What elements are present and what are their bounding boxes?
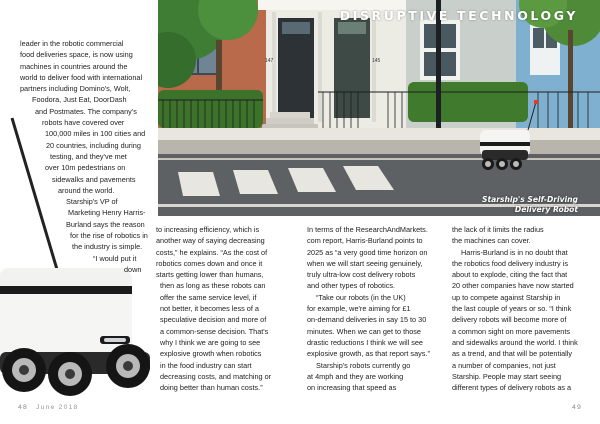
text-line: around the world.: [58, 185, 115, 195]
text-line: truly ultra-low cost delivery robots: [307, 270, 416, 280]
text-line: different types of delivery robots as a: [452, 383, 572, 393]
text-line: speculative decision and more of: [160, 315, 267, 325]
text-line: the industry is simple.: [72, 242, 143, 252]
text-line: drastic reductions I think we will see: [307, 337, 423, 347]
page-number-left: 48: [18, 404, 28, 411]
svg-text:147: 147: [265, 58, 274, 64]
article-column-4: [452, 224, 592, 393]
text-line: robotics comes down and once it: [156, 258, 263, 268]
street-scene-image: [158, 0, 600, 216]
text-line: over 10m pedestrians on: [45, 163, 126, 173]
text-line: Starship's robots currently go: [316, 360, 411, 370]
text-line: about to explode, citing the fact that: [452, 270, 568, 280]
text-line: on-demand deliveries in say 15 to 30: [307, 315, 427, 325]
text-line: world to deliver food with international: [20, 72, 143, 82]
text-line: 20 other companies have now started: [452, 281, 574, 291]
text-line: Harris-Burland is in no doubt that: [461, 247, 568, 257]
text-line: the machines can cover.: [452, 236, 531, 246]
text-line: Starship. People may start seeing: [452, 371, 562, 381]
text-line: the last couple of years or so. “I think: [452, 304, 572, 314]
text-line: “I would put it: [93, 253, 137, 263]
text-line: why I think we are going to see: [160, 337, 261, 347]
text-line: and sidewalks around the world. I think: [452, 337, 578, 347]
caption-line: Starship's Self-Driving: [481, 195, 578, 204]
text-line: testing, and they've met: [50, 151, 127, 161]
text-line: Burland says the reason: [66, 219, 145, 229]
text-line: the lack of it limits the radius: [452, 225, 544, 234]
text-line: then as long as these robots can: [160, 281, 266, 291]
text-line: machines in countries around the: [20, 61, 128, 71]
text-line: offer the same service level, if: [160, 292, 257, 302]
text-line: a common sight on more pavements: [452, 326, 571, 336]
caption-line: Delivery Robot: [514, 205, 578, 214]
street-photo: [158, 0, 600, 216]
svg-text:145: 145: [372, 58, 381, 64]
text-line: explosive growth when robotics: [160, 349, 262, 359]
text-line: 20 countries, including during: [46, 140, 141, 150]
folio-left: [18, 404, 79, 411]
text-line: Marketing Henry Harris-: [68, 208, 146, 218]
issue-date: June 2018: [35, 404, 79, 411]
page-number-right: 49: [572, 404, 582, 411]
text-line: starts getting lower than humans,: [156, 270, 264, 280]
text-line: leader in the robotic commercial: [20, 39, 124, 48]
text-line: in the food industry can start: [160, 360, 252, 370]
text-line: at 4mph and they are working: [307, 371, 404, 381]
text-line: In terms of the ResearchAndMarkets.: [307, 225, 428, 234]
text-line: sidewalks and pavements: [52, 174, 136, 184]
text-line: Foodora, Just Eat, DoorDash: [32, 95, 127, 105]
text-line: to increasing efficiency, which is: [156, 225, 260, 234]
text-line: partners including Domino's, Wolt,: [20, 84, 131, 94]
text-line: and other types of robotics.: [307, 281, 396, 291]
text-line: as a trend, and that will be potentially: [452, 349, 573, 359]
photo-caption: [458, 195, 578, 215]
text-line: a number of companies, not just: [452, 360, 556, 370]
text-line: on increasing that speed as: [307, 383, 397, 393]
article-column-3: [307, 224, 447, 393]
text-line: doing better than human costs.”: [160, 383, 263, 393]
text-line: robots have covered over: [42, 118, 125, 128]
text-line: a common-sense decision. That's: [160, 326, 269, 336]
text-line: down: [124, 264, 142, 274]
text-line: com report, Harris-Burland points to: [307, 236, 423, 246]
text-line: minutes. When we can get to those: [307, 326, 421, 336]
text-line: costs,” he explains. “As the cost of: [156, 247, 268, 257]
text-line: 100,000 miles in 100 cities and: [45, 129, 146, 139]
text-line: 2025 as “a very good time horizon on: [307, 247, 428, 257]
text-line: the robotics food delivery industry is: [452, 258, 568, 268]
text-line: “Take our robots (in the UK): [316, 292, 406, 302]
article-column-1: [0, 38, 160, 275]
text-line: not better, it becomes less of a: [160, 304, 259, 314]
text-line: another way of saying decreasing: [156, 236, 265, 246]
text-line: up to compete against Starship in: [452, 292, 561, 302]
text-line: Starship's VP of: [66, 197, 118, 207]
article-column-2: [156, 224, 296, 393]
text-line: for example, we're aiming for £1: [307, 304, 411, 314]
text-line: when we will start seeing genuinely,: [307, 258, 423, 268]
text-line: and Postmates. The company's: [35, 106, 137, 116]
text-line: for the rise of robotics in: [70, 231, 148, 241]
text-line: decreasing costs, and matching or: [160, 371, 272, 381]
section-title: DISRUPTIVE TECHNOLOGY: [339, 8, 578, 23]
text-line: food deliveries space, is now using: [20, 50, 133, 60]
text-line: explosive growth, as that report says.”: [307, 349, 430, 359]
text-line: delivery robots will become more of: [452, 315, 567, 325]
